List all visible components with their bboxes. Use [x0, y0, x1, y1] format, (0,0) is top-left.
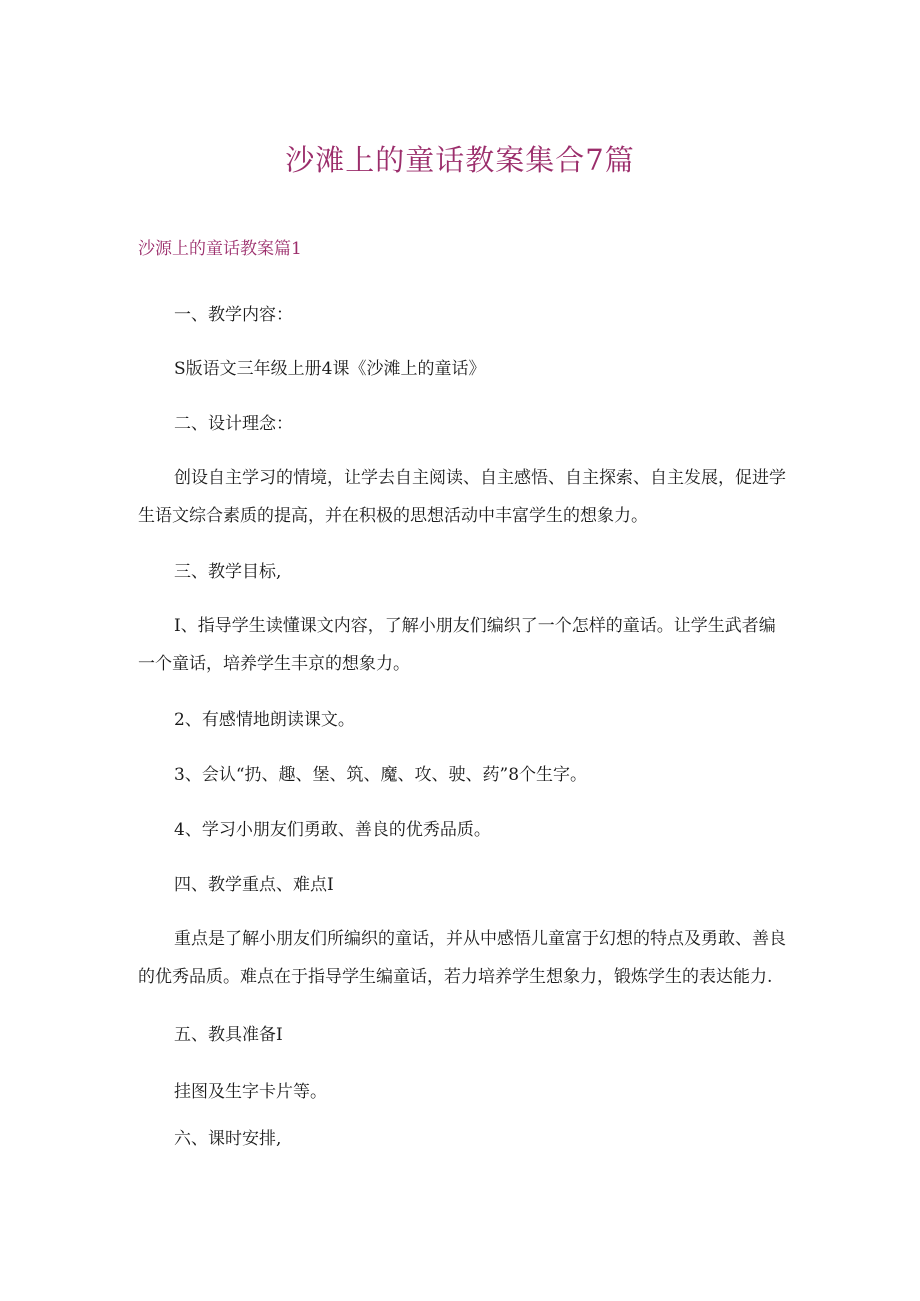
section-title: 沙源上的童话教案篇1	[138, 239, 302, 259]
document-title: 沙滩上的童话教案集合7篇	[285, 143, 635, 177]
goal-item: I、指导学生读懂课文内容，了解小朋友们编织了一个怎样的童话。让学生武者编一个童话，培养学生丰京的想象力。	[138, 616, 776, 674]
heading-key-points: 四、教学重点、难点I	[174, 875, 334, 895]
key-points-paragraph: 重点是了解小朋友们所编织的童话，并从中感悟儿童富于幻想的特点及勇敢、善良的优秀品质。难点在于指导学生编童话，若力培养学生想象力，锻炼学生的表达能力.	[138, 929, 786, 987]
heading-class-schedule: 六、课时安排,	[174, 1129, 282, 1149]
content-line: S版语文三年级上册4课《沙滩上的童话》	[174, 359, 486, 379]
heading-teaching-tools: 五、教具准备I	[174, 1025, 283, 1045]
goal-item: 2、有感情地朗读课文。	[174, 710, 355, 730]
heading-design-concept: 二、设计理念：	[174, 414, 293, 434]
tools-line: 挂图及生字卡片等。	[174, 1082, 327, 1102]
heading-teaching-content: 一、教学内容：	[174, 305, 293, 325]
design-paragraph: 创设自主学习的情境，让学去自主阅读、自主感悟、自主探索、自主发展，促进学生语文综合素质的提高，并在积极的思想活动中丰富学生的想象力。	[138, 468, 786, 526]
heading-teaching-goals: 三、教学目标,	[174, 562, 282, 582]
goal-item: 4、学习小朋友们勇敢、善良的优秀品质。	[174, 820, 491, 840]
goal-item: 3、会认“扔、趣、堡、筑、魔、攻、驶、药”8个生字。	[174, 765, 588, 785]
